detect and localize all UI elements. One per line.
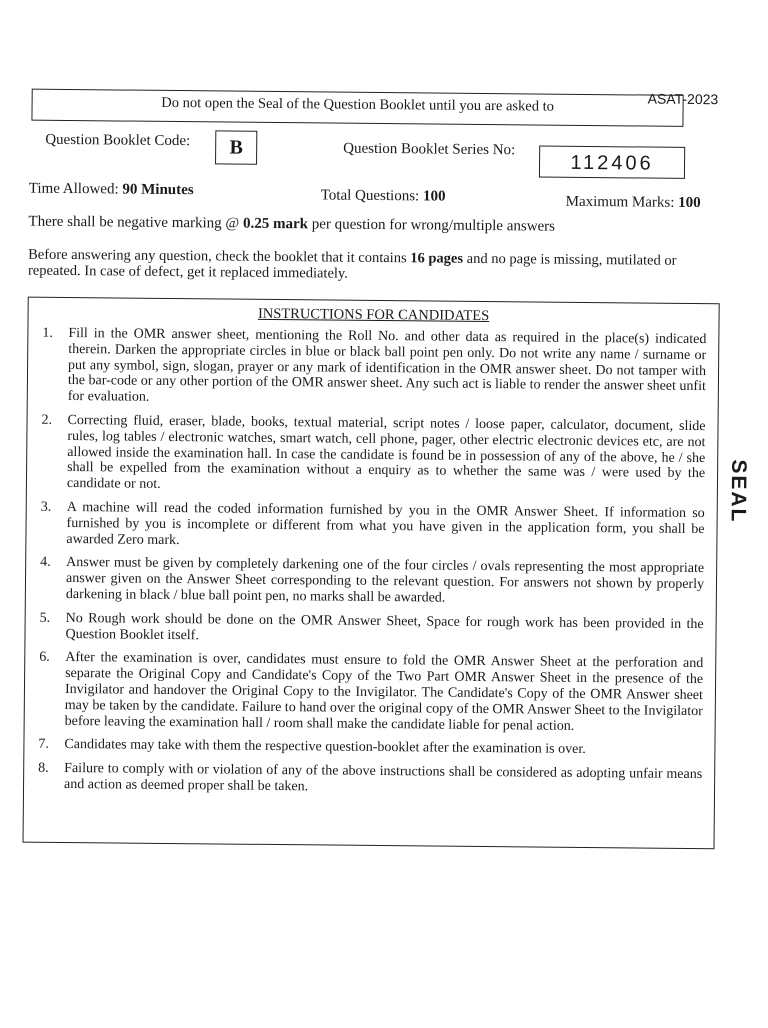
- instruction-text: Answer must be given by completely darkening one of the four circles / ovals representing the most appropriate answer given on the Answer Sheet corresponding to the relevant question. For answers not shown by properly darkening in black / blue ball point pen, no marks shall be awarded.: [65, 555, 705, 606]
- booklet-check-suffix: and no page is missing, mutilated or repeated. In case of defect, get it replaced immediately.: [27, 250, 677, 282]
- time-allowed: [29, 181, 194, 200]
- seal-notice-text: Do not open the Seal of the Question Booklet until you are asked to: [161, 94, 554, 115]
- instructions-title: [29, 304, 719, 328]
- instruction-number: 3.: [40, 499, 52, 515]
- booklet-check-pages: 16 pages: [410, 250, 464, 267]
- total-questions-value: 100: [422, 188, 446, 205]
- instructions-list: [38, 326, 707, 807]
- time-allowed-value: 90 Minutes: [122, 181, 194, 199]
- instructions-box: [23, 297, 720, 850]
- booklet-series-label: Question Booklet Series No:: [343, 140, 516, 159]
- instruction-item: [39, 650, 704, 735]
- time-allowed-label: Time Allowed:: [28, 180, 119, 198]
- instruction-item: [42, 326, 707, 411]
- booklet-check-prefix: Before answering any question, check the booklet that it contains: [28, 246, 407, 267]
- instruction-number: 6.: [39, 650, 50, 666]
- maximum-marks-label: Maximum Marks:: [565, 193, 675, 211]
- instruction-item: [38, 737, 702, 759]
- instruction-item: [38, 761, 702, 799]
- instruction-number: 2.: [41, 412, 53, 428]
- booklet-series-value: 112406: [539, 146, 685, 179]
- maximum-marks-value: 100: [678, 194, 701, 212]
- instruction-item: [40, 555, 704, 609]
- negative-marking-note: [28, 214, 555, 236]
- instruction-text: Correcting fluid, eraser, blade, books, textual material, script notes / loose paper, calculator, document, slide rules, log tables / electronic watches, smart watch, cell phone, pager, other electric electronic devices etc, are not allowed inside the examination hall. In case the candidate is found be in possession of any of the above, he / she shall be expelled from the examination without a enquiry as to whether the same was / were used by the candidate or not.: [66, 412, 706, 493]
- instruction-text: Candidates may take with them the respective question-booklet after the examination is over.: [64, 737, 586, 758]
- total-questions-label: Total Questions:: [320, 187, 420, 205]
- instruction-text: Fill in the OMR answer sheet, mentioning the Roll No. and other data as required in the place(s) indicated therein. Darken the appropriate circles in blue or black ball point pen only. Do not write any name / surname or put any symbol, sign, slogan, prayer or any mark of identification in the OMR answer sheet. Do not tamper with the bar-code or any other portion of the OMR answer sheet. Any such act is liable to render the answer sheet unfit for evaluation.: [67, 326, 707, 405]
- instruction-number: 7.: [38, 737, 50, 753]
- instruction-item: [41, 413, 706, 498]
- instruction-text: A machine will read the coded information furnished by you in the OMR Answer Sheet. If information so furnished by you is incomplete or different from what you have given in the application form, you shall be awarded Zero mark.: [66, 499, 705, 548]
- instruction-number: 8.: [38, 760, 49, 776]
- maximum-marks: [566, 194, 701, 212]
- booklet-code-label: Question Booklet Code:: [45, 131, 191, 150]
- instruction-item: [39, 610, 703, 648]
- seal-notice-box: [31, 89, 683, 127]
- negative-marking-suffix: per question for wrong/multiple answers: [311, 216, 556, 235]
- negative-marking-value: 0.25 mark: [242, 215, 309, 233]
- instruction-item: [40, 500, 704, 554]
- instruction-text: After the examination is over, candidates must ensure to fold the OMR Answer Sheet at the perforation and separate the Original Copy and Candidate's Copy of the Two Part OMR Answer Sheet in the presence of the Invigilator and handover the Original Copy to the Invigilator. The Candidate's Copy of the OMR Answer sheet may be taken by the candidate. Failure to hand over the original copy of the OMR Answer Sheet to the Invigilator before leaving the examination hall / room shall make the candidate liable for penal action.: [64, 650, 704, 734]
- seal-label: SEAL: [726, 459, 751, 524]
- instruction-number: 4.: [40, 555, 51, 571]
- instruction-text: No Rough work should be done on the OMR Answer Sheet, Space for rough work has been provided in the Question Booklet itself.: [65, 610, 704, 643]
- booklet-code-value: B: [215, 130, 257, 164]
- booklet-check-note: [28, 247, 678, 285]
- instructions-title-text: INSTRUCTIONS FOR CANDIDATES: [257, 305, 490, 325]
- exam-code: ASAT-2023: [647, 90, 719, 108]
- instruction-number: 5.: [39, 610, 51, 626]
- negative-marking-prefix: There shall be negative marking @: [28, 213, 240, 232]
- instruction-text: Failure to comply with or violation of any of the above instructions shall be considered as adopting unfair means and action as deemed proper shall be taken.: [63, 761, 703, 795]
- total-questions: [321, 187, 446, 205]
- instruction-number: 1.: [42, 325, 53, 341]
